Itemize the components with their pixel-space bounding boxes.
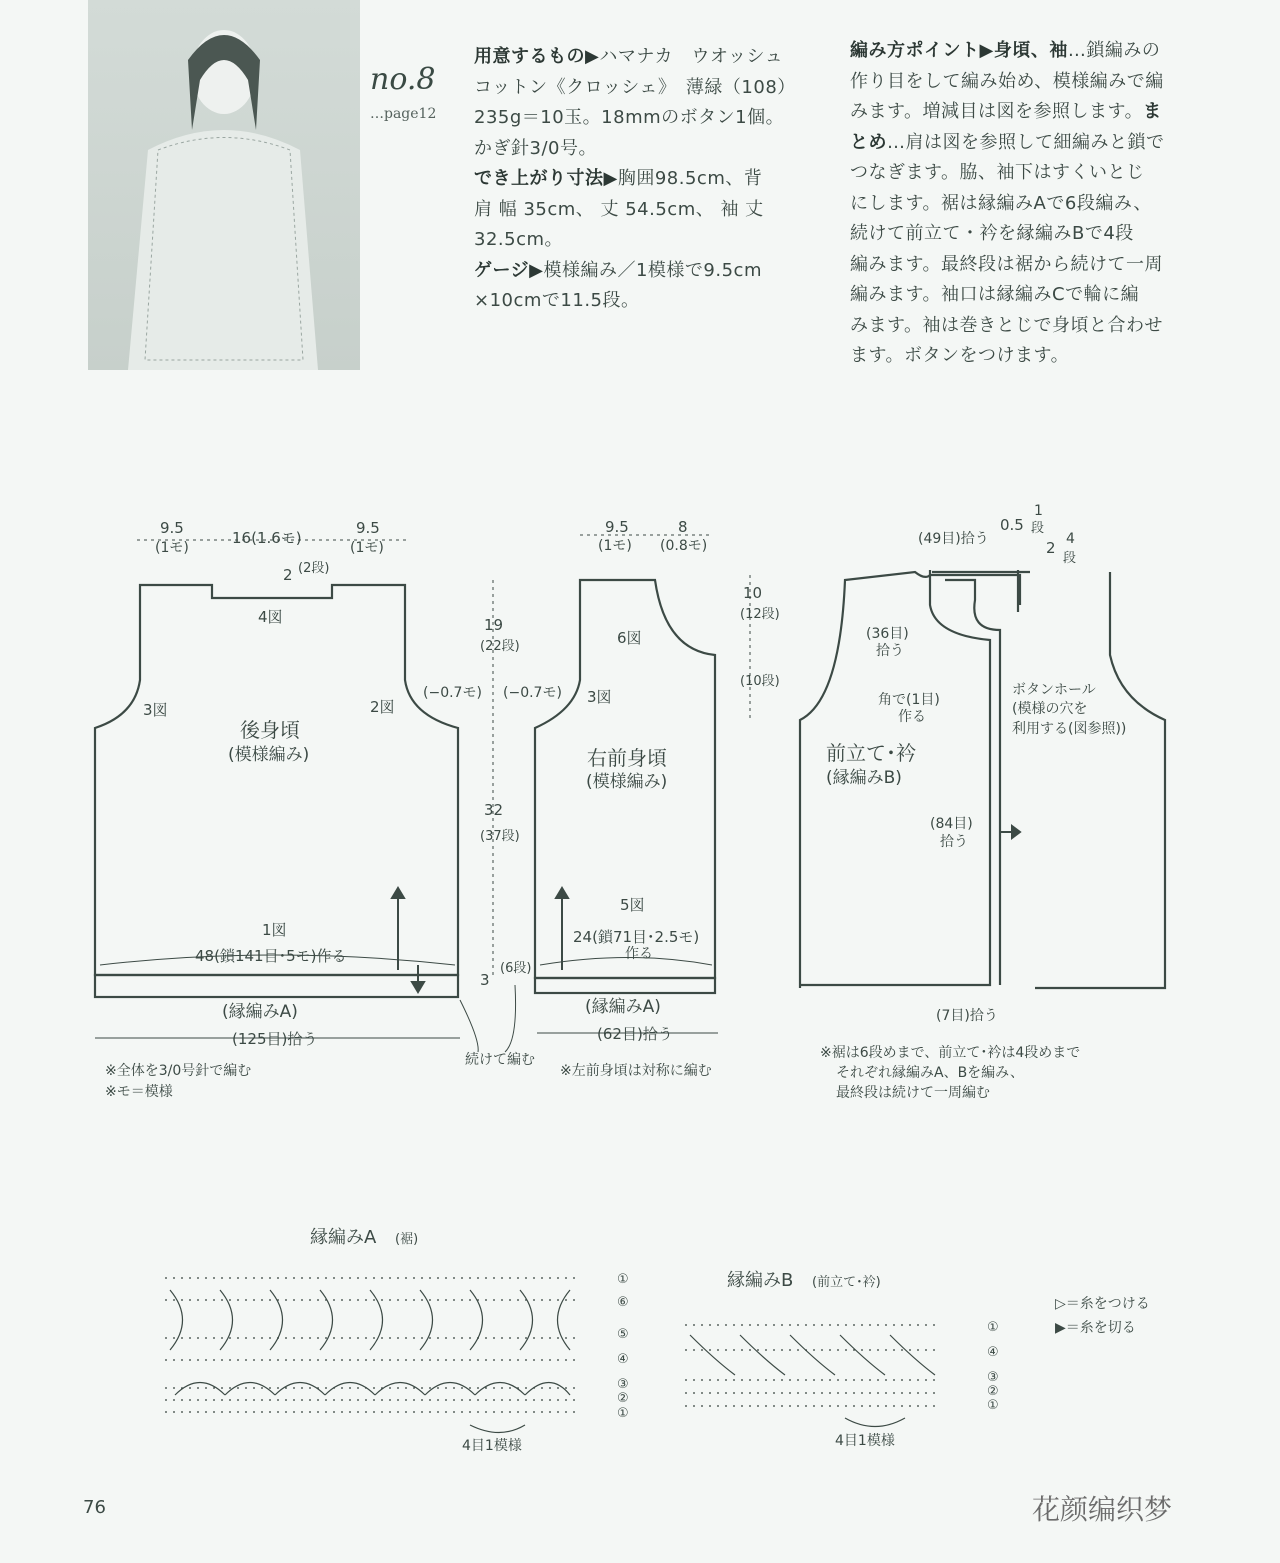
back-fig3: 3図: [143, 701, 168, 719]
instructions-line: つなぎます。脇、袖下はすくいとじ: [850, 162, 1145, 183]
collar-height: 2: [1046, 539, 1056, 557]
back-body-pattern: (模様編み): [228, 745, 310, 765]
back-neck-depth: 2: [283, 566, 293, 584]
collar-row-4: 4: [1066, 531, 1075, 547]
side-rows: (37段): [480, 829, 520, 844]
materials-line: 235g＝10玉。18mmのボタン1個。: [474, 107, 785, 128]
back-width-2: 16(1.6モ): [232, 529, 302, 547]
back-chain-count: 48(鎖141目･5モ)作る: [195, 947, 347, 965]
front-border: [535, 978, 715, 993]
front-pickup: (62目)拾う: [597, 1025, 673, 1043]
placket-note-3: 最終段は続けて一周編む: [836, 1085, 990, 1101]
front-decrease: (−0.7モ): [503, 685, 562, 701]
instructions-line: 編みます。袖口は縁編みCで輪に編: [850, 284, 1140, 305]
front-edge-pickup-label: 拾う: [940, 834, 968, 850]
gauge-line: 模様編み／1模様で9.5cm: [543, 259, 762, 281]
armhole-height: 19: [484, 616, 504, 634]
chart-b-row: ②: [987, 1384, 999, 1399]
back-fig4: 4図: [258, 608, 283, 626]
chart-b-row: ③: [987, 1370, 999, 1385]
instructions-line: …肩は図を参照して細編みと鎖で: [887, 131, 1165, 153]
back-decrease: (−0.7モ): [423, 685, 482, 701]
chart-b-repeat: 4目1模様: [835, 1433, 895, 1449]
back-fig2: 2図: [370, 698, 395, 716]
chart-a-title: 縁編みA: [310, 1227, 377, 1248]
back-width-3-motifs: (1モ): [350, 540, 384, 556]
collar-row-4-unit: 段: [1063, 551, 1077, 566]
hem-corner-pickup: (7目)拾う: [936, 1008, 998, 1024]
buttonhole-note: (模様の穴を: [1012, 701, 1088, 717]
legend-attach: ▷＝糸をつける: [1055, 1296, 1150, 1312]
back-width-3: 9.5: [356, 519, 380, 537]
back-border-label: (縁編みA): [222, 1002, 298, 1022]
collar-row-1: 1: [1034, 503, 1043, 519]
chart-a-subtitle: (裾): [395, 1232, 419, 1247]
materials-label: 用意するもの▶: [474, 46, 600, 67]
size-label: でき上がり寸法▶: [474, 168, 618, 189]
instructions-line: にします。裾は縁編みAで6段編み、: [850, 192, 1152, 214]
collar-row-1-unit: 段: [1031, 521, 1045, 536]
front-neck-height: 10: [743, 584, 763, 602]
placket-note-2: それぞれ縁編みA、Bを編み、: [836, 1065, 1025, 1081]
chart-a-row: ①: [617, 1406, 629, 1421]
materials-line: かぎ針3/0号。: [474, 137, 597, 159]
side-height: 32: [484, 801, 504, 819]
chart-a-row: ③: [617, 1377, 629, 1392]
instructions-line: みます。袖は巻きとじで身頃と合わせ: [850, 314, 1164, 336]
front-width-1-motifs: (1モ): [598, 538, 632, 554]
collar-band: [932, 570, 1030, 612]
legend-cut: ▶＝糸を切る: [1055, 1320, 1136, 1336]
instructions-line: みます。増減目は図を参照します。: [850, 101, 1144, 122]
front-width-1: 9.5: [605, 518, 629, 536]
border-rows: (6段): [500, 961, 532, 976]
placket-title: 前立て･衿: [826, 741, 916, 765]
back-fig1: 1図: [262, 921, 287, 939]
instructions-line: 編みます。最終段は裾から続けて一周: [850, 253, 1164, 275]
buttonhole-note-2: 利用する(図参照)): [1012, 721, 1127, 737]
front-fig5: 5図: [620, 896, 645, 914]
gauge-label: ゲージ▶: [474, 259, 544, 281]
back-pickup: (125目)拾う: [232, 1030, 318, 1048]
neck-pickup: (36目): [866, 626, 909, 642]
buttonhole-label: ボタンホール: [1012, 682, 1096, 698]
size-line: 胸囲98.5cm、背: [617, 168, 763, 189]
chart-b-row: ①: [987, 1398, 999, 1413]
front-chain-make: 作る: [625, 946, 653, 962]
chart-a-row: ④: [617, 1352, 629, 1367]
chart-a-symbols: [165, 1278, 575, 1433]
back-width-1: 9.5: [160, 519, 184, 537]
page-reference: …page12: [370, 106, 437, 122]
finishing-label: とめ: [850, 131, 887, 153]
placket-note-1: ※裾は6段めまで、前立て･衿は4段めまで: [820, 1045, 1081, 1061]
back-width-1-motifs: (1モ): [155, 540, 189, 556]
front-width-2-motifs: (0.8モ): [660, 538, 708, 554]
chart-b-title: 縁編みB: [727, 1270, 794, 1291]
gauge-line: ×10cmで11.5段。: [474, 290, 640, 311]
needle-note: ※全体を3/0号針で編む: [105, 1063, 252, 1079]
instructions-line: 続けて前立て・衿を縁編みBで4段: [850, 223, 1134, 244]
chart-b-row: ④: [987, 1345, 999, 1360]
chart-a-row: ①: [617, 1272, 629, 1287]
collar-pickup: (49目)拾う: [918, 531, 989, 547]
front-body-title: 右前身頃: [587, 746, 667, 770]
continue-note: 続けて編む: [465, 1052, 535, 1068]
pattern-number: no.8: [370, 62, 436, 97]
front-neck-rows: (12段): [740, 607, 780, 622]
instructions-line: ます。ボタンをつけます。: [850, 345, 1070, 366]
front-symmetry-note: ※左前身頃は対称に編む: [560, 1063, 712, 1079]
materials-line: ハマナカ ウオッシュ: [599, 46, 784, 67]
border-height: 3: [480, 971, 490, 989]
corner-stitch: 角で(1目): [878, 692, 940, 708]
size-line: 32.5cm。: [474, 229, 564, 250]
back-neck-rows: (2段): [298, 561, 330, 576]
front-fig6: 6図: [617, 629, 642, 647]
chart-a-row: ②: [617, 1391, 629, 1406]
front-chain-count: 24(鎖71目･2.5モ): [573, 928, 700, 946]
corner-stitch-make: 作る: [898, 709, 926, 725]
collar-width: 0.5: [1000, 516, 1024, 534]
neck-pickup-label: 拾う: [876, 643, 904, 659]
armhole-rows: (22段): [480, 639, 520, 654]
back-body-outline: [95, 585, 458, 975]
placket-inner: [1035, 572, 1165, 988]
front-body-pattern: (模様編み): [586, 772, 668, 792]
back-border: [95, 975, 458, 997]
chart-b-symbols: [685, 1325, 940, 1427]
materials-line: コットン《クロッシェ》 薄緑（108）: [474, 76, 796, 98]
front-fig3: 3図: [587, 688, 612, 706]
chart-a-repeat: 4目1模様: [462, 1438, 522, 1454]
instructions-label: 編み方ポイント▶身頃、袖: [850, 40, 1068, 61]
front-armhole-rows: (10段): [740, 674, 780, 689]
finishing-label: ま: [1143, 101, 1162, 122]
chart-b-subtitle: (前立て･衿): [812, 1275, 881, 1290]
front-edge-pickup: (84目): [930, 816, 973, 832]
front-border-label: (縁編みA): [585, 997, 661, 1017]
instructions-line: 作り目をして編み始め、模様編みで編: [850, 70, 1164, 92]
placket-pattern: (縁編みB): [826, 768, 902, 788]
size-line: 肩 幅 35cm、 丈 54.5cm、 袖 丈: [474, 198, 764, 220]
chart-a-row: ⑤: [617, 1327, 629, 1342]
chart-b-row: ①: [987, 1320, 999, 1335]
motif-note: ※モ＝模様: [105, 1084, 173, 1100]
page-number: 76: [83, 1497, 106, 1518]
front-width-2: 8: [678, 518, 688, 536]
back-body-title: 後身頃: [240, 718, 300, 742]
instructions-line: …鎖編みの: [1067, 40, 1161, 61]
watermark-brand: 花颜编织梦: [1032, 1493, 1173, 1526]
chart-a-row: ⑥: [617, 1295, 629, 1310]
